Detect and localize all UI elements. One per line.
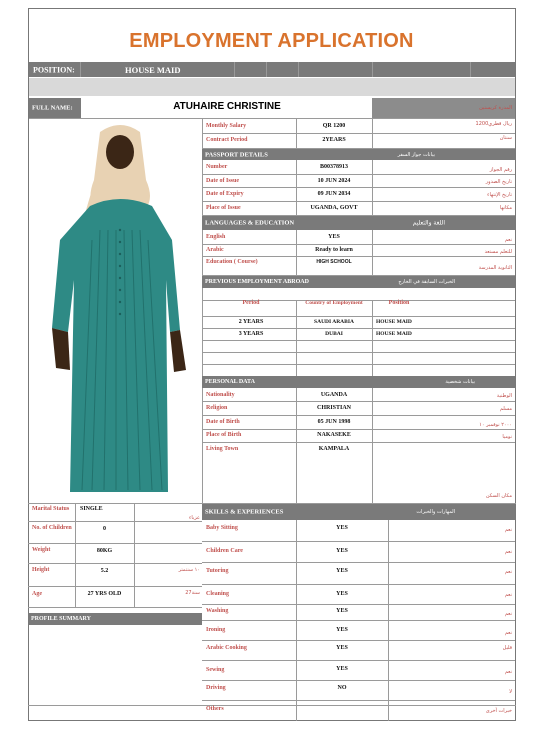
arabic-value: Ready to learn	[315, 247, 353, 253]
passport-number-label: Number	[206, 164, 228, 170]
education-label: Education ( Course)	[206, 259, 258, 265]
religion-value: CHRISTIAN	[316, 405, 351, 411]
skill-others-label: Others	[206, 706, 224, 712]
skill-tutoring-ar: نعم	[504, 569, 512, 575]
skill-cleaning-label: Cleaning	[206, 591, 230, 597]
country-header: Country of Employment	[305, 300, 363, 306]
profile-summary-title: PROFILE SUMMARY	[31, 616, 91, 622]
previous-section-bar	[202, 276, 515, 288]
salary-value: QR 1200	[322, 123, 346, 129]
salary-ar: ريال قطري1200	[475, 121, 512, 127]
skill-washing-value: YES	[336, 608, 348, 614]
prev-period-2: 3 YEARS	[238, 331, 264, 337]
issue-date-value: 10 JUN 2024	[317, 178, 351, 184]
contract-label: Contract Period	[206, 137, 248, 143]
education-value: HIGH SCHOOL	[316, 259, 352, 265]
expiry-date-value: 09 JUN 2034	[317, 191, 351, 197]
skill-baby-sitting-value: YES	[336, 525, 348, 531]
skill-driving-label: Driving	[206, 685, 226, 691]
age-value: 27 YRS OLD	[87, 591, 122, 597]
full-name: ATUHAIRE CHRISTINE	[173, 101, 281, 112]
spacer-band	[29, 78, 515, 96]
skill-arabic-cooking-value: YES	[336, 645, 348, 651]
contract-ar: سنتان	[499, 135, 512, 141]
skill-tutoring-value: YES	[336, 568, 348, 574]
previous-section-ar: الخبرات السابقة في الخارج	[398, 279, 455, 285]
nationality-value: UGANDA	[320, 392, 348, 398]
issue-date-ar: تاريخ الصدور	[485, 179, 512, 185]
age-label: Age	[32, 591, 42, 597]
passport-number-ar: رقم الجواز	[489, 167, 512, 173]
skill-cleaning-ar: نعم	[504, 592, 512, 598]
pob-label: Place of Birth	[206, 432, 242, 438]
skill-arabic-cooking-label: Arabic Cooking	[206, 645, 247, 651]
skill-washing-ar: نعم	[504, 611, 512, 617]
skills-section-ar: المهارات والخبرات	[416, 509, 455, 515]
english-label: English	[206, 234, 226, 240]
religion-ar: مسلم	[499, 406, 512, 412]
skill-driving-ar: لا	[509, 689, 512, 695]
expiry-date-label: Date of Expiry	[206, 191, 244, 197]
height-value: 5.2	[100, 568, 109, 574]
contract-value: 2YEARS	[322, 137, 346, 143]
nationality-label: Nationality	[206, 392, 235, 398]
english-ar: نعم	[504, 237, 512, 243]
nationality-ar: الوطنية	[496, 393, 512, 399]
applicant-photo	[30, 120, 202, 492]
marital-label: Marital Status	[32, 506, 70, 512]
fullname-ar: المدرة كريستين	[479, 105, 512, 111]
passport-section-title: PASSPORT DETAILS	[205, 151, 268, 158]
personal-section-ar: بيانات شخصية	[445, 379, 475, 385]
dob-value: 05 JUN 1998	[317, 419, 351, 425]
skill-tutoring-label: Tutoring	[206, 568, 229, 574]
personal-section-title: PERSONAL DATA	[205, 379, 255, 385]
prev-country-2: DUBAI	[325, 331, 343, 337]
arabic-ar: للتعلم مستعد	[484, 249, 512, 255]
marital-ar: عزباء	[188, 515, 200, 521]
english-value: YES	[328, 234, 340, 240]
languages-section-ar: اللغة والتعليم	[412, 219, 445, 227]
arabic-label: Arabic	[206, 247, 224, 253]
issue-place-value: UGANDA, GOVT	[310, 205, 358, 211]
skill-others-ar: خبرات أخرى	[485, 708, 512, 714]
passport-number-value: B00378913	[319, 164, 348, 170]
pob-value: NAKASEKE	[317, 432, 351, 438]
skill-cleaning-value: YES	[336, 591, 348, 597]
prev-position-1: HOUSE MAID	[376, 319, 412, 325]
previous-section-title: PREVIOUS EMPLOYMENT ABROAD	[205, 279, 309, 285]
skill-children-care-value: YES	[336, 548, 348, 554]
height-ar: ١٠ سنتمتر	[178, 567, 200, 573]
weight-value: 80KG	[96, 548, 113, 554]
prev-country-1: SAUDI ARABIA	[314, 319, 354, 325]
living-town-label: Living Town	[206, 446, 239, 452]
skill-baby-sitting-ar: نعم	[504, 527, 512, 533]
languages-section-title: LANGUAGES & EDUCATION	[205, 219, 295, 227]
languages-section-bar	[202, 216, 515, 230]
passport-section-bar	[202, 149, 515, 160]
skill-ironing-ar: نعم	[504, 630, 512, 636]
prev-period-1: 2 YEARS	[238, 319, 264, 325]
fullname-label-bar	[29, 98, 81, 118]
marital-value: SINGLE	[80, 506, 103, 512]
skill-washing-label: Washing	[206, 608, 229, 614]
fullname-ar-bar	[372, 98, 515, 118]
fullname-label: FULL NAME:	[32, 104, 73, 112]
salary-label: Monthly Salary	[206, 123, 247, 129]
skill-arabic-cooking-ar: قليل	[502, 645, 512, 651]
children-value: 0	[103, 526, 106, 532]
personal-section-bar	[202, 376, 515, 388]
skills-section-title: SKILLS & EXPERIENCES	[205, 508, 284, 516]
weight-label: Weight	[32, 547, 51, 553]
skill-driving-value: NO	[337, 685, 347, 691]
position-label: POSITION:	[33, 65, 75, 74]
age-ar: 27سنة	[185, 590, 200, 596]
position-header: Position	[388, 300, 410, 306]
expiry-date-ar: تاريخ الإنتهاء	[487, 192, 512, 198]
issue-date-label: Date of Issue	[206, 178, 239, 184]
education-ar: الثانوية المدرسة	[478, 265, 512, 271]
position-value: HOUSE MAID	[125, 64, 181, 75]
skills-section-bar	[202, 504, 515, 520]
issue-place-label: Place of Issue	[206, 205, 241, 211]
religion-label: Religion	[206, 405, 228, 411]
skill-children-care-label: Children Care	[206, 548, 243, 554]
skill-sewing-ar: نعم	[504, 669, 512, 675]
page-title: EMPLOYMENT APPLICATION	[129, 30, 414, 52]
skill-ironing-value: YES	[336, 627, 348, 633]
skill-baby-sitting-label: Baby Sitting	[206, 525, 238, 531]
prev-position-2: HOUSE MAID	[376, 331, 412, 337]
skill-ironing-label: Ironing	[206, 627, 226, 633]
skill-children-care-ar: نعم	[504, 549, 512, 555]
skill-sewing-value: YES	[336, 666, 348, 672]
profile-summary-bar	[28, 613, 202, 625]
position-bar	[29, 62, 515, 77]
living-town-ar: مكان السكن	[485, 493, 512, 499]
issue-place-ar: مكانها	[499, 205, 512, 211]
height-label: Height	[32, 567, 50, 573]
skill-sewing-label: Sewing	[206, 667, 225, 673]
living-town-value: KAMPALA	[318, 446, 350, 452]
period-header: Period	[242, 300, 260, 306]
passport-section-ar: بيانات جواز السفر	[397, 151, 435, 158]
children-label: No. of Children	[32, 525, 72, 531]
dob-label: Date of Birth	[206, 419, 240, 425]
pob-ar: نوميا	[502, 434, 512, 440]
dob-ar: ٢٠٠٠ نوفمبر ١٠	[479, 422, 512, 428]
